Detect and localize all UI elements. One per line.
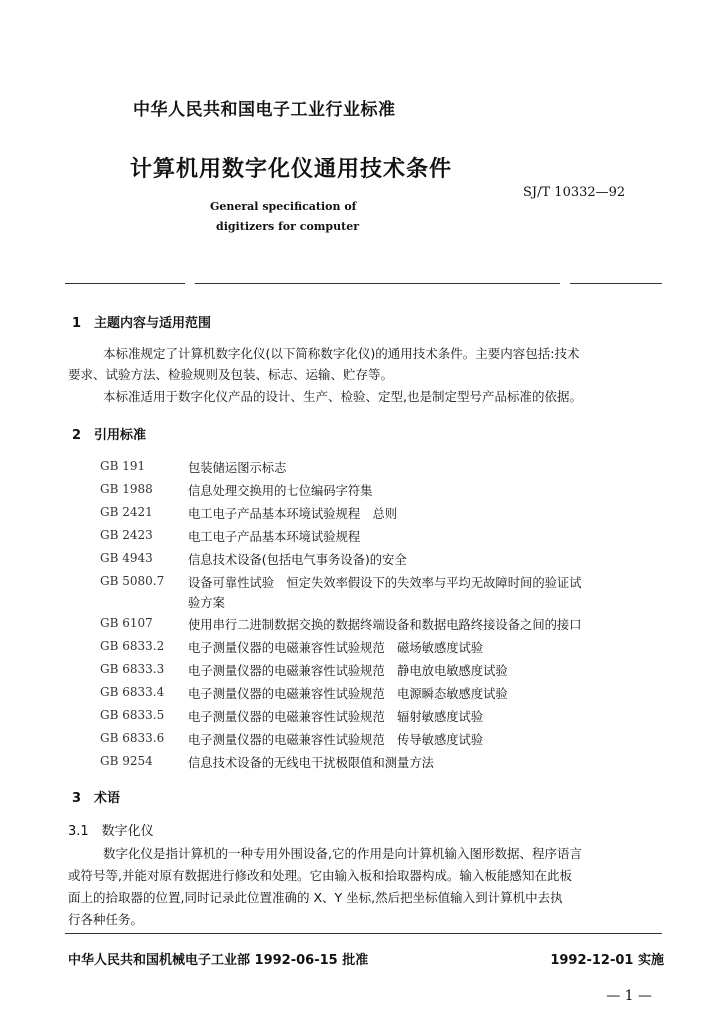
page-number: — 1 —	[606, 988, 652, 1004]
standard-code: SJ/T 10332—92	[523, 185, 626, 200]
ref-title: 电子测量仪器的电磁兼容性试验规范 磁场敏感度试验	[188, 641, 484, 655]
ref-code: GB 6833.6	[100, 731, 165, 745]
industry-standard-label: 中华人民共和国电子工业行业标准	[133, 100, 396, 120]
ref-code: GB 4943	[100, 551, 153, 565]
ref-title: 电工电子产品基本环境试验规程	[188, 530, 361, 544]
ref-title-continuation: 验方案	[188, 596, 225, 610]
english-title-line1: General specification of	[210, 200, 357, 213]
ref-title: 电子测量仪器的电磁兼容性试验规范 静电放电敏感度试验	[188, 664, 508, 678]
implementation-date: 1992-12-01 实施	[550, 953, 664, 968]
section-2-heading: 2 引用标准	[72, 428, 147, 443]
ref-code: GB 6833.2	[100, 639, 165, 653]
section-1-paragraph-cont: 要求、试验方法、检验规则及包装、标志、运输、贮存等。	[68, 367, 394, 382]
ref-code: GB 6833.5	[100, 708, 165, 722]
ref-code: GB 6833.4	[100, 685, 165, 699]
english-title-line2: digitizers for computer	[216, 220, 359, 233]
ref-title: 设备可靠性试验 恒定失效率假设下的失效率与平均无故障时间的验证试	[188, 576, 582, 590]
ref-title: 电子测量仪器的电磁兼容性试验规范 传导敏感度试验	[188, 733, 484, 747]
document-title: 计算机用数字化仪通用技术条件	[130, 157, 453, 182]
ref-title: 使用串行二进制数据交换的数据终端设备和数据电路终接设备之间的接口	[188, 618, 582, 632]
ref-code: GB 1988	[100, 482, 153, 496]
header-divider-right	[570, 283, 662, 284]
section-1-paragraph: 本标准规定了计算机数字化仪(以下简称数字化仪)的通用技术条件。主要内容包括:技术	[103, 346, 580, 361]
ref-title: 信息处理交换用的七位编码字符集	[188, 484, 373, 498]
ref-code: GB 2421	[100, 505, 153, 519]
ref-code: GB 6833.3	[100, 662, 165, 676]
ref-title: 电工电子产品基本环境试验规程 总则	[188, 507, 398, 521]
section-3-paragraph-cont: 或符号等,并能对原有数据进行修改和处理。它由输入板和拾取器构成。输入板能感知在此板	[68, 868, 572, 883]
approval-statement: 中华人民共和国机械电子工业部 1992-06-15 批准	[68, 953, 369, 968]
section-3-paragraph: 数字化仪是指计算机的一种专用外围设备,它的作用是向计算机输入图形数据、程序语言	[103, 846, 582, 861]
header-divider-center	[195, 283, 560, 284]
section-3-1-heading: 3.1 数字化仪	[68, 824, 154, 839]
ref-title: 电子测量仪器的电磁兼容性试验规范 辐射敏感度试验	[188, 710, 484, 724]
ref-code: GB 2423	[100, 528, 153, 542]
section-3-paragraph-cont: 面上的拾取器的位置,同时记录此位置准确的 X、Y 坐标,然后把坐标值输入到计算机中去执	[68, 890, 563, 905]
ref-title: 信息技术设备(包括电气事务设备)的安全	[188, 553, 407, 567]
ref-code: GB 9254	[100, 754, 153, 768]
footer-divider	[65, 933, 662, 934]
ref-title: 电子测量仪器的电磁兼容性试验规范 电源瞬态敏感度试验	[188, 687, 508, 701]
section-3-heading: 3 术语	[72, 791, 121, 806]
section-1-paragraph-2: 本标准适用于数字化仪产品的设计、生产、检验、定型,也是制定型号产品标准的依据。	[103, 389, 582, 404]
section-3-paragraph-cont: 行各种任务。	[68, 912, 144, 927]
section-1-heading: 1 主题内容与适用范围	[72, 316, 212, 331]
ref-title: 包装储运图示标志	[188, 461, 287, 475]
header-divider-left	[65, 283, 185, 284]
ref-title: 信息技术设备的无线电干扰极限值和测量方法	[188, 756, 434, 770]
ref-code: GB 5080.7	[100, 574, 165, 588]
ref-code: GB 6107	[100, 616, 153, 630]
ref-code: GB 191	[100, 459, 146, 473]
